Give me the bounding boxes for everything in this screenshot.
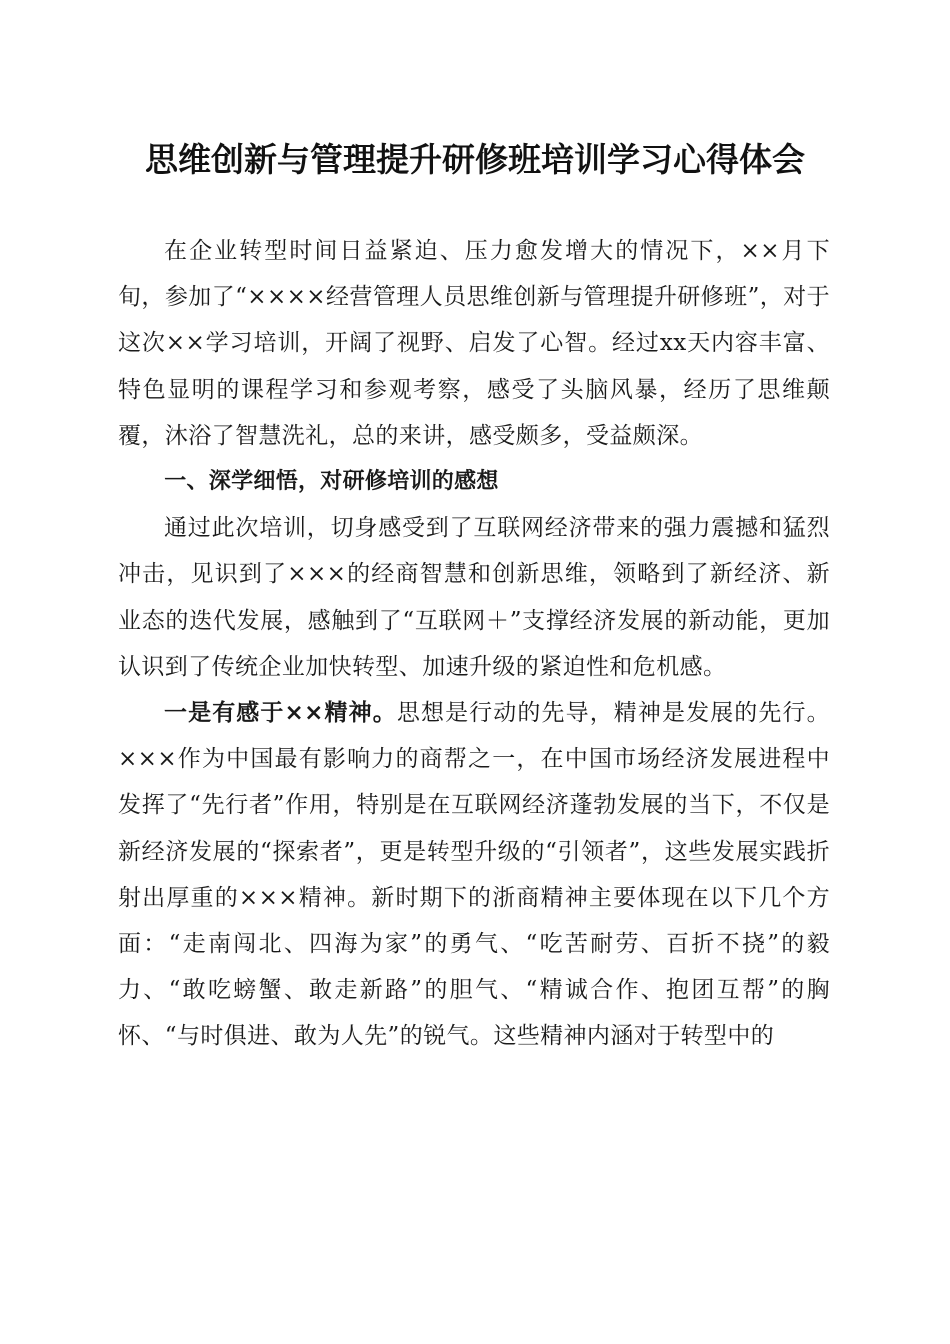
paragraph-point-1 [118,690,830,1060]
paragraph-intro: 在企业转型时间日益紧迫、压力愈发增大的情况下，××月下旬，参加了“××××经营管理人员思维创新与管理提升研修班”，对于这次××学习培训，开阔了视野、启发了心智。经过xx天内容丰富、特色显明的课程学习和参观考察，感受了头脑风暴，经历了思维颠覆，沐浴了智慧洗礼，总的来讲，感受颇多，受益颇深。 [118,238,830,449]
paragraph-point-1-text: 思想是行动的先导，精神是发展的先行。×××作为中国最有影响力的商帮之一，在中国市场经济发展进程中发挥了“先行者”作用，特别是在互联网经济蓬勃发展的当下，不仅是新经济发展的“探索者”，更是转型升级的“引领者”，这些发展实践折射出厚重的×××精神。新时期下的浙商精神主要体现在以下几个方面：“走南闯北、四海为家”的勇气、“吃苦耐劳、百折不挠”的毅力、“敢吃螃蟹、敢走新路”的胆气、“精诚合作、抱团互帮”的胸怀、“与时俱进、敢为人先”的锐气。这些精神内涵对于转型中的 [118,700,831,1050]
document-body [118,228,830,1060]
paragraph-lead: 一是有感于××精神。 [164,700,397,727]
section-heading-1: 一、深学细悟，对研修培训的感想 [164,469,499,495]
paragraph-section-1: 通过此次培训，切身感受到了互联网经济带来的强力震撼和猛烈冲击，见识到了×××的经商智慧和创新思维，领略到了新经济、新业态的迭代发展，感触到了“互联网＋”支撑经济发展的新动能，更加认识到了传统企业加快转型、加速升级的紧迫性和危机感。 [118,515,830,680]
document-title: 思维创新与管理提升研修班培训学习心得体会 [145,140,805,179]
